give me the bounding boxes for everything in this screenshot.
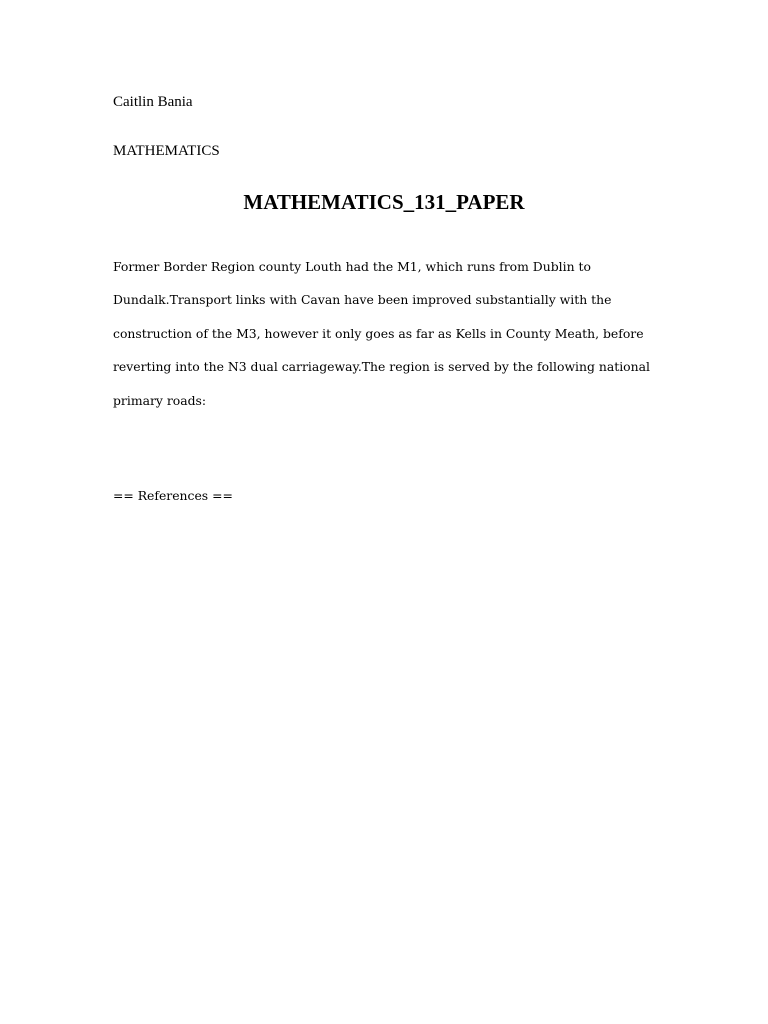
paragraph-line: Former Border Region county Louth had the M1, which runs from Dublin to [113,259,591,274]
references-heading: == References == [113,488,233,503]
paragraph-line: reverting into the N3 dual carriageway.The region is served by the following national [113,359,650,375]
author-name: Caitlin Bania [113,94,193,110]
body-paragraph [113,250,658,417]
document-title: MATHEMATICS_131_PAPER [243,190,525,214]
paragraph-line: Dundalk.Transport links with Cavan have been improved substantially with the [113,292,612,308]
paragraph-line: construction of the M3, however it only goes as far as Kells in County Meath, before [113,325,644,341]
paragraph-line: primary roads: [113,392,207,408]
subject-label: MATHEMATICS [113,143,220,159]
